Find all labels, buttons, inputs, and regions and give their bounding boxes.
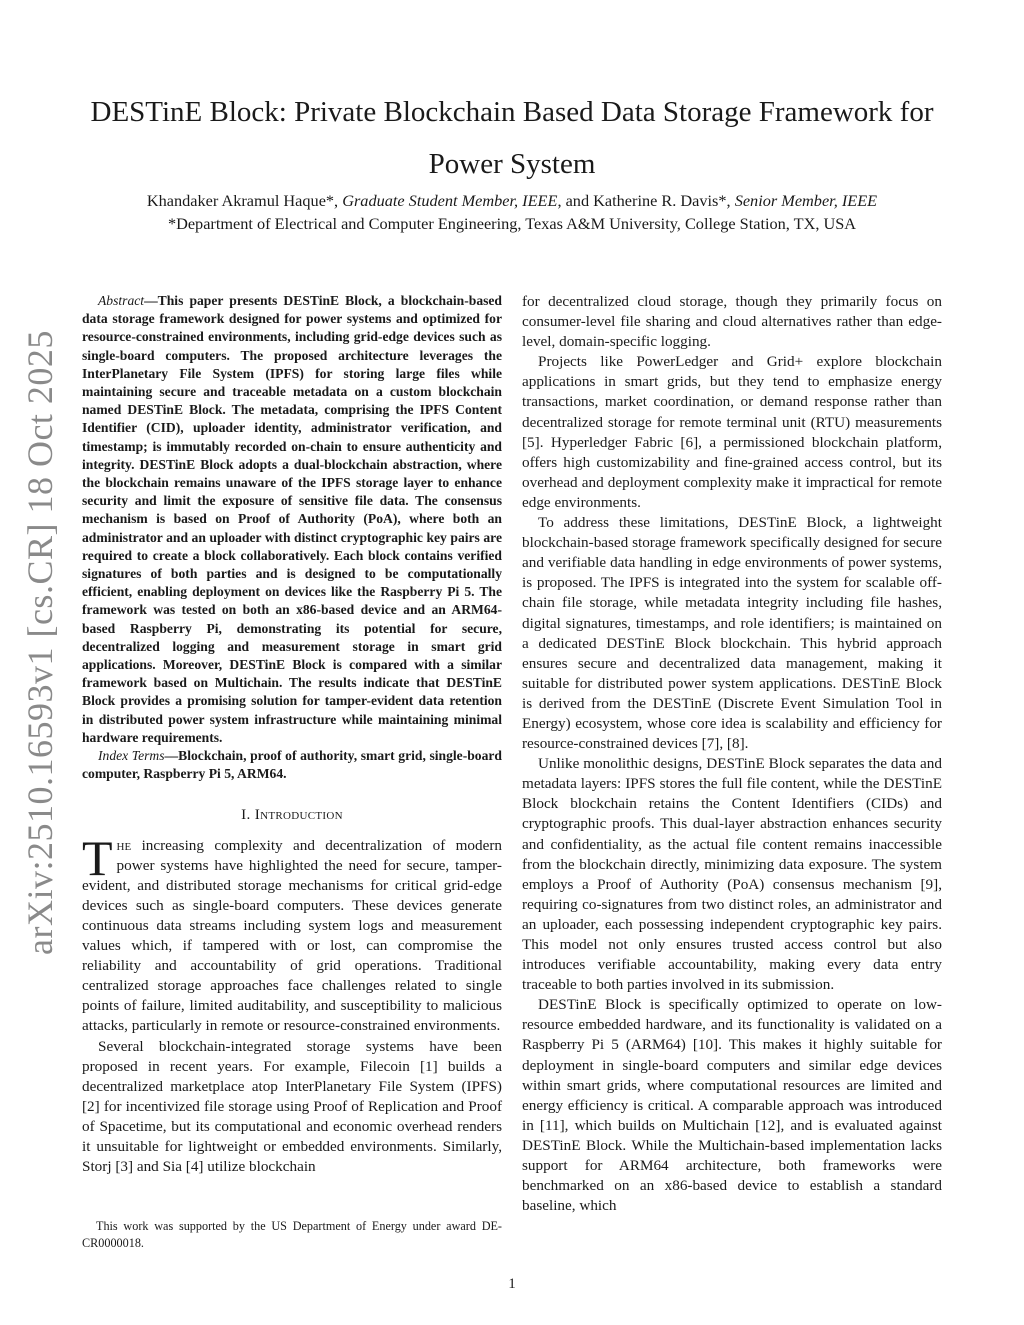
page-number: 1 bbox=[508, 1276, 516, 1292]
author-1-role: Graduate Student Member, IEEE bbox=[342, 191, 558, 210]
funding-footnote bbox=[82, 1218, 502, 1252]
left-column bbox=[82, 292, 502, 1177]
index-terms-label: Index Terms bbox=[98, 748, 165, 764]
intro-paragraph-2: Several blockchain-integrated storage systems have been proposed in recent years. For example, Filecoin [1] builds a decentralized marketplace atop InterPlanetary File System (IPFS) [2] for incentivized file storage using Proof of Replication and Proof of Spacetime, but its computational and economic overhead renders it unsuitable for lightweight or embedded environments. Similarly, Storj [3] and Sia [4] utilize blockchain bbox=[82, 1037, 502, 1176]
funding-footnote-text: This work was supported by the US Department of Energy under award DE-CR0000018. bbox=[82, 1219, 502, 1250]
right-paragraph-1: Projects like PowerLedger and Grid+ explore blockchain applications in smart grids, but they tend to emphasize energy transactions, market coordination, or demand response rather than decentralized storage for remote terminal unit (RTU) measurements [5]. Hyperledger Fabric [6], a permissioned blockchain platform, offers high customizability and fine-grained access control, but its overhead and deployment complexity make it impractical for remote edge environments. bbox=[522, 353, 942, 511]
paper-title: DESTinE Block: Private Blockchain Based Data Storage Framework for Power System bbox=[90, 96, 934, 180]
intro-paragraph-1-text: increasing complexity and decentralization of modern power systems have highlighted the need for secure, tamper-evident, and distributed storage mechanisms for critical grid-edge devices such as single-board computers. These devices generate continuous data streams including system logs and measurement values which, if tampered with or lost, can compromise the reliability and accountability of grid operations. Traditional centralized storage approaches face challenges related to single points of failure, limited auditability, and susceptibility to malicious attacks, particularly in remote or resource-constrained environments. bbox=[82, 836, 502, 1035]
author-line bbox=[40, 189, 984, 212]
affiliation: *Department of Electrical and Computer Engineering, Texas A&M University, College Station, TX, USA bbox=[167, 214, 857, 233]
abstract-text: —This paper presents DESTinE Block, a blockchain-based data storage framework designed for power systems and optimized for resource-constrained environments, including grid-edge devices such as single-board computers. The proposed architecture leverages the InterPlanetary File System (IPFS) for storing large files while maintaining secure and traceable metadata on a custom blockchain named DESTinE Block. The metadata, comprising the IPFS Content Identifier (CID), uploader identity, administrator verification, and timestamp; is immutably recorded on-chain to ensure authenticity and integrity. DESTinE Block adopts a dual-blockchain abstraction, where the blockchain remains unaware of the IPFS storage layer to enhance security and limit the exposure of sensitive file data. The consensus mechanism is based on Proof of Authority (PoA), where both an administrator and an uploader with distinct cryptographic key pairs are required to create a block collaboratively. Each block contains verified signatures of both parties and is designed to be computationally efficient, enabling deployment on devices like the Raspberry Pi 5. The framework was tested on both an x86-based device and an ARM64-based Raspberry Pi, demonstrating its potential for secure, decentralized logging and measurement storage in smart grid applications. Moreover, DESTinE Block is compared with a similar framework based on Multichain. The results indicate that DESTinE Block provides a promising solution for tamper-evident data retention in distributed power system infrastructure while maintaining minimal hardware requirements. bbox=[82, 293, 502, 745]
right-paragraph-4: DESTinE Block is specifically optimized to operate on low-resource embedded hardware, and its functionality is validated on a Raspberry Pi 5 (ARM64) [10]. This makes it highly suitable for deployment in single-board computers and similar edge devices within smart grids, where computational resources are limited and energy efficiency is critical. A comparable approach was introduced in [11], which builds on Multichain [12], and is evaluated against DESTinE Block. While the Multichain-based implementation lacks support for ARM64 architecture, both frameworks were benchmarked on an x86-based device to establish a standard baseline, which bbox=[522, 996, 942, 1215]
index-terms-text: —Blockchain, proof of authority, smart grid, single-board computer, Raspberry Pi 5, ARM64. bbox=[82, 748, 502, 782]
intro-paragraph-1 bbox=[82, 829, 502, 1037]
index-terms bbox=[82, 747, 502, 783]
section-heading-introduction: I. Introduction bbox=[241, 806, 343, 824]
right-paragraph-2: To address these limitations, DESTinE Block, a lightweight blockchain-based storage framework specifically designed for secure and verifiable data handling in edge environments of power systems, is proposed. The IPFS is integrated into the system for scalable off-chain file storage, while metadata integrity including file hashes, digital signatures, timestamps, and role identifiers; is maintained on a dedicated DESTinE Block blockchain. This hybrid approach ensures secure and decentralized data management, making it suitable for distributed power system applications. DESTinE Block is derived from the DESTinE (Discrete Event Simulation Tool in Energy) ecosystem, whose core idea is scalability and efficiency for resource-constrained devices [7], [8]. bbox=[522, 514, 943, 753]
drop-cap: T bbox=[82, 829, 113, 886]
author-conjunction: , and Katherine R. Davis*, bbox=[557, 191, 735, 210]
abstract bbox=[82, 292, 502, 747]
abstract-label: Abstract bbox=[98, 293, 145, 308]
author-1: Khandaker Akramul Haque*, bbox=[146, 191, 343, 210]
right-paragraph-0: for decentralized cloud storage, though they primarily focus on consumer-level file sharing and cloud alternatives rather than edge-level, domain-specific logging. bbox=[522, 293, 942, 351]
right-column bbox=[522, 292, 942, 1216]
right-paragraph-3: Unlike monolithic designs, DESTinE Block separates the data and metadata layers: IPFS stores the full file content, while the DESTinE Block blockchain retains the Content Identifiers (CIDs) and cryptographic proofs. This dual-layer abstraction enhances security and confidentiality, as the actual file content remains inaccessible from the blockchain directly, minimizing data exposure. The system employs a Proof of Authority (PoA) consensus mechanism [9], requiring co-signatures from two distinct roles, an administrator and an uploader, each possessing independent cryptographic key pairs. This model not only ensures trusted access control but also introduces verifiable accountability, making every data entry traceable to both parties involved in its submission. bbox=[522, 755, 942, 994]
intro-lead-word: he bbox=[116, 836, 132, 854]
arxiv-stamp: arXiv:2510.16593v1 [cs.CR] 18 Oct 2025 bbox=[20, 330, 60, 955]
author-2-role: Senior Member, IEEE bbox=[734, 191, 878, 210]
